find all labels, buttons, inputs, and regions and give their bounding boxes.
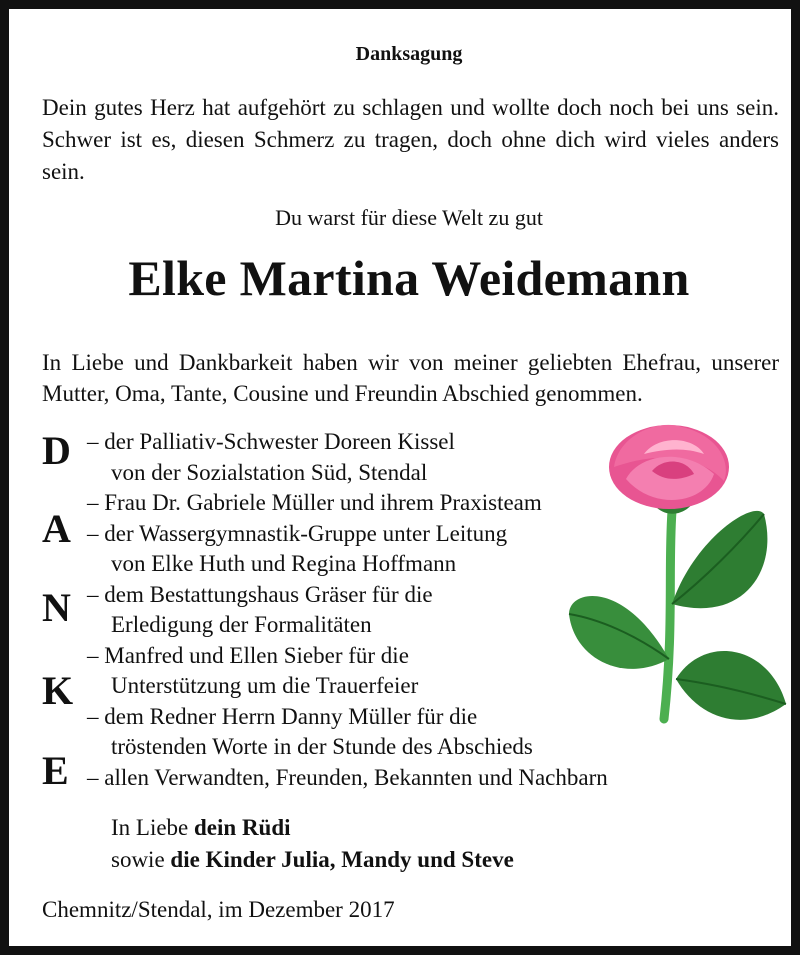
intro-text: Dein gutes Herz hat aufgehört zu schlagen und wollte doch noch bei uns sein. Schwer ist es, diesen Schmerz zu tragen, doch ohne dich wird vieles anders sein. (42, 95, 779, 184)
thanks-line: – der Palliativ-Schwester Doreen Kissel (87, 429, 455, 454)
thanks-line: von Elke Huth und Regina Hoffmann (111, 551, 457, 576)
notice-title: Danksagung (355, 43, 463, 65)
thanks-line: Unterstützung um die Trauerfeier (111, 673, 419, 698)
signature-prefix-1: In Liebe (111, 815, 195, 840)
thanks-line: – Frau Dr. Gabriele Müller und ihrem Praxisteam (87, 490, 542, 515)
place-date: Chemnitz/Stendal, im Dezember 2017 (42, 897, 395, 922)
signature-name-2: die Kinder Julia, Mandy und Steve (170, 847, 514, 872)
danke-letter-e: E (42, 748, 69, 793)
memory-text: In Liebe und Dankbarkeit haben wir von meiner geliebten Ehefrau, unserer Mutter, Oma, Tante, Cousine und Freundin Abschied genommen. (42, 350, 779, 406)
thanks-line: – dem Bestattungshaus Gräser für die (87, 581, 433, 607)
signature-line-2 (111, 847, 514, 873)
thanks-line: Erledigung der Formalitäten (111, 612, 372, 637)
danke-letter-a: A (42, 506, 71, 551)
thanks-line: – der Wassergymnastik-Gruppe unter Leitung (87, 520, 508, 546)
pink-rose-image (564, 419, 794, 744)
thanks-line: tröstenden Worte in der Stunde des Abschieds (111, 734, 533, 759)
thanks-line: – dem Redner Herrn Danny Müller für die (87, 703, 478, 729)
thanks-line: – allen Verwandten, Freunden, Bekannten und Nachbarn (87, 764, 608, 790)
thanks-line: – Manfred und Ellen Sieber für die (87, 642, 409, 668)
danke-letter-k: K (42, 668, 74, 713)
danke-letter-n: N (42, 585, 71, 630)
signature-prefix-2: sowie (111, 847, 171, 872)
signature-name-1: dein Rüdi (194, 815, 291, 840)
deceased-name: Elke Martina Weidemann (128, 250, 690, 306)
subtitle: Du warst für diese Welt zu gut (275, 205, 543, 230)
signature-line-1 (111, 815, 291, 841)
thanks-line: von der Sozialstation Süd, Stendal (111, 459, 428, 485)
danke-letter-d: D (42, 428, 71, 473)
